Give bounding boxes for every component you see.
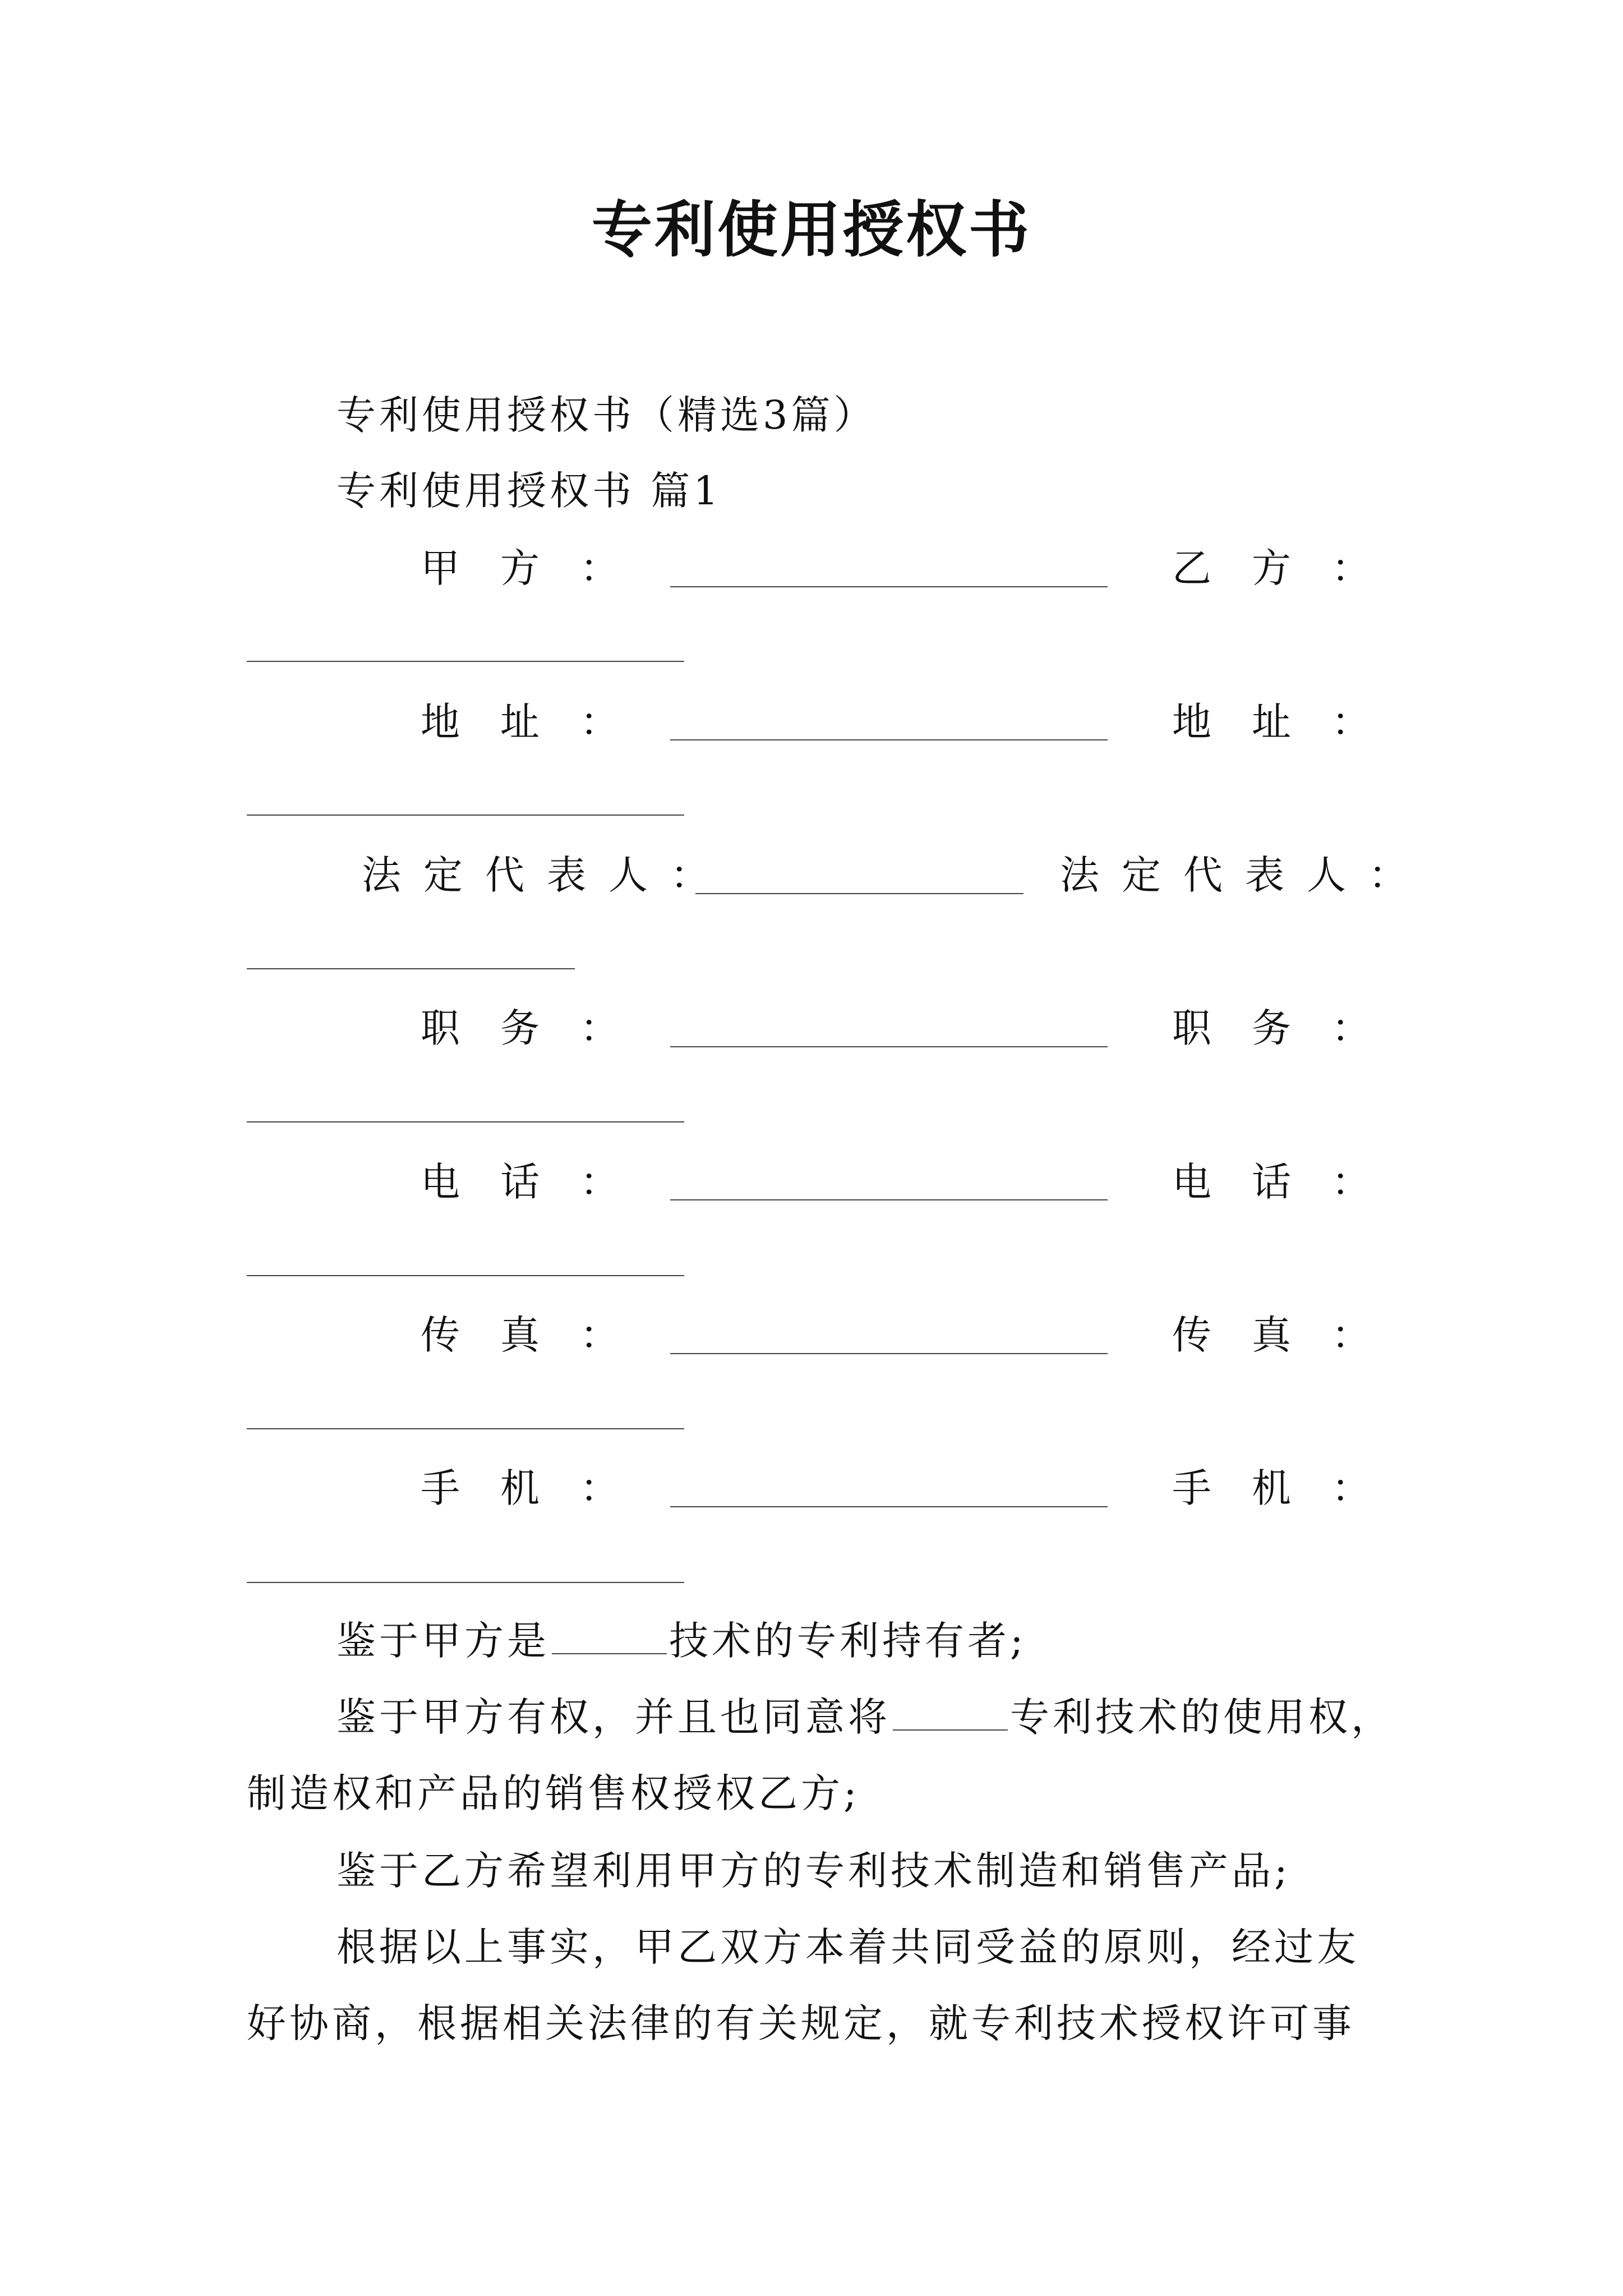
field-party-b-blank xyxy=(247,661,684,662)
field-position-a-blank xyxy=(670,1046,1108,1047)
document-title: 专利使用授权书 xyxy=(591,195,1031,265)
field-rep-b-blank xyxy=(247,968,575,969)
field-mobile-a-label: 手机： xyxy=(421,1465,660,1511)
paragraph-4-line-2: 好协商，根据相关法律的有关规定，就专利技术授权许可事 xyxy=(247,2000,1355,2046)
paragraph-1 xyxy=(336,1616,1027,1666)
field-position-b-blank xyxy=(247,1121,684,1122)
field-phone-a-label: 电话： xyxy=(421,1159,660,1205)
paragraph-4-line-1: 根据以上事实，甲乙双方本着共同受益的原则，经过友 xyxy=(336,1924,1359,1970)
paragraph-2-part-b: 专利技术的使用权， xyxy=(1010,1694,1394,1740)
field-rep-b-label: 法定代表人： xyxy=(1060,852,1430,898)
field-phone-b-blank xyxy=(247,1275,684,1276)
field-address-a-label: 地址： xyxy=(421,699,660,745)
field-phone-b-label: 电话： xyxy=(1172,1159,1411,1205)
field-mobile-b-blank xyxy=(247,1582,684,1583)
field-position-b-label: 职务： xyxy=(1172,1005,1411,1051)
field-fax-b-blank xyxy=(247,1428,684,1429)
paragraph-2-blank xyxy=(893,1695,1008,1731)
document-subtitle: 专利使用授权书（精选3篇） xyxy=(336,392,877,438)
paragraph-1-part-a: 鉴于甲方是 xyxy=(336,1618,550,1664)
field-phone-a-blank xyxy=(670,1199,1108,1200)
field-position-a-label: 职务： xyxy=(421,1005,660,1051)
field-fax-a-blank xyxy=(670,1353,1108,1354)
paragraph-2-line-2: 制造权和产品的销售权授权乙方; xyxy=(247,1770,860,1816)
paragraph-3: 鉴于乙方希望利用甲方的专利技术制造和销售产品; xyxy=(336,1848,1291,1894)
field-mobile-a-blank xyxy=(670,1506,1108,1507)
paragraph-2-line-1 xyxy=(336,1692,1394,1742)
paragraph-1-part-b: 技术的专利持有者; xyxy=(669,1618,1027,1664)
field-address-b-blank xyxy=(247,815,684,816)
field-address-a-blank xyxy=(670,739,1108,740)
paragraph-1-blank xyxy=(552,1618,667,1654)
field-mobile-b-label: 手机： xyxy=(1172,1465,1411,1511)
field-party-b-label: 乙方： xyxy=(1172,545,1411,591)
field-rep-a-blank xyxy=(695,893,1023,894)
section-heading: 专利使用授权书 篇1 xyxy=(336,468,722,514)
field-rep-a-label: 法定代表人： xyxy=(362,852,732,898)
paragraph-2-part-a: 鉴于甲方有权，并且也同意将 xyxy=(336,1694,891,1740)
field-party-a-blank xyxy=(670,586,1108,587)
field-fax-a-label: 传真： xyxy=(421,1312,660,1358)
field-fax-b-label: 传真： xyxy=(1172,1312,1411,1358)
field-address-b-label: 地址： xyxy=(1172,699,1411,745)
field-party-a-label: 甲方： xyxy=(421,545,660,591)
